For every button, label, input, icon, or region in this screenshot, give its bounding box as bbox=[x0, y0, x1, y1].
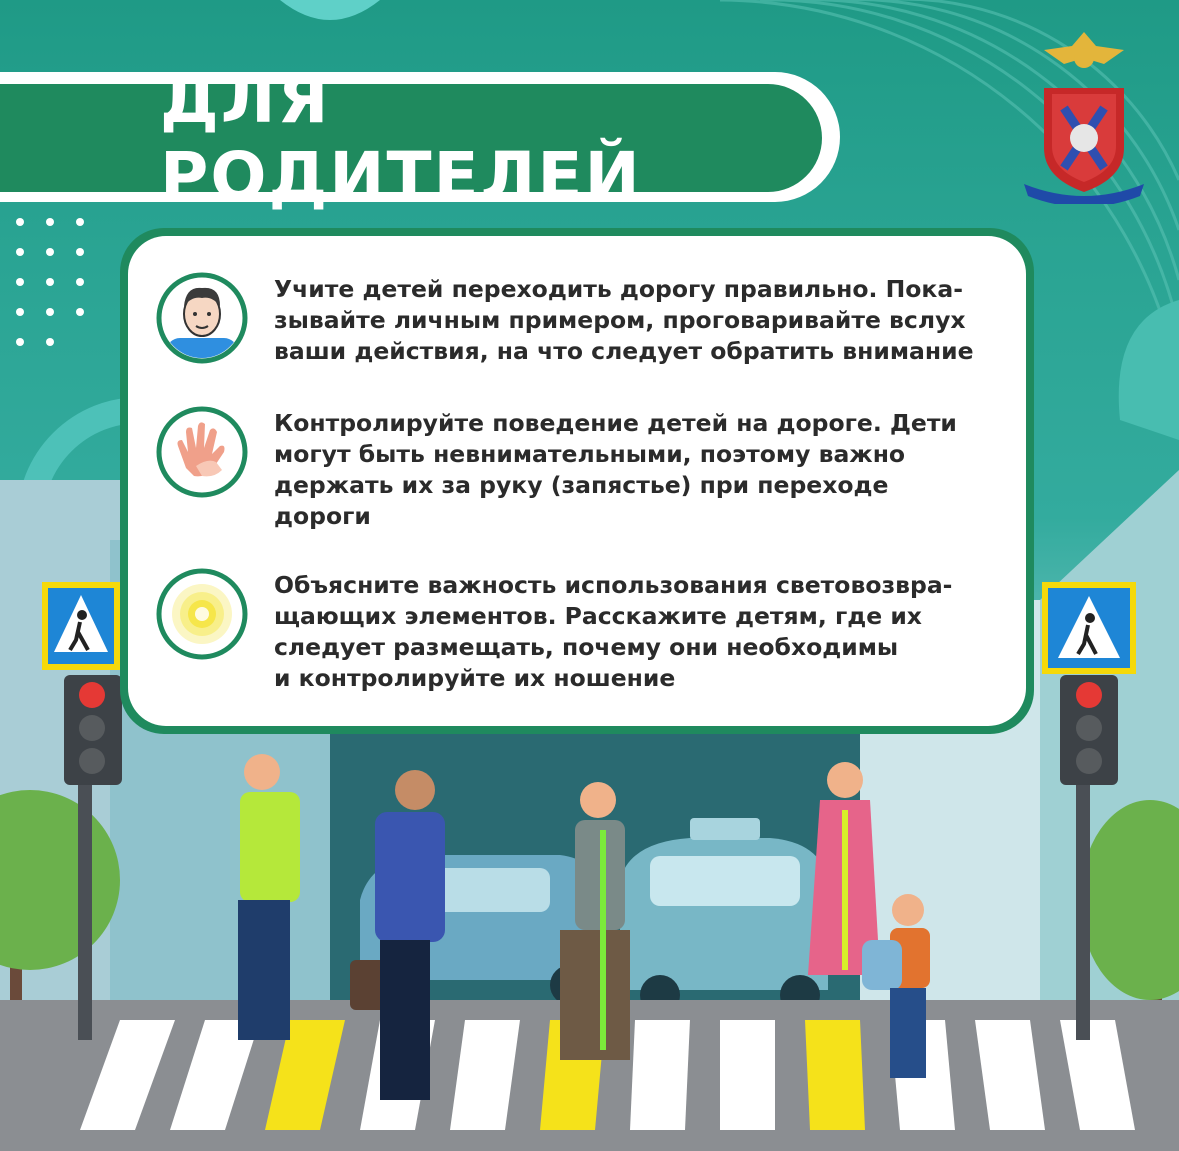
reflective-glow-icon bbox=[156, 568, 248, 660]
tip-line: Учите детей переходить дорогу правильно. Пока- bbox=[274, 275, 963, 303]
tip-line: зывайте личным примером, проговаривайте вслух bbox=[274, 306, 966, 334]
top-blob-shape bbox=[280, 0, 380, 20]
holding-hands-icon bbox=[156, 406, 248, 498]
tip-text bbox=[274, 570, 1004, 694]
tip-line: держать их за руку (запястье) при переходе bbox=[274, 471, 889, 499]
title-banner bbox=[0, 61, 822, 215]
tip-line: щающих элементов. Расскажите детям, где их bbox=[274, 602, 922, 630]
right-blob-shape bbox=[1119, 300, 1179, 440]
tip-line: Контролируйте поведение детей на дороге. Дети bbox=[274, 409, 957, 437]
tip-line: следует размещать, почему они необходимы bbox=[274, 633, 899, 661]
tip-line: Объясните важность использования световозвра- bbox=[274, 571, 953, 599]
police-emblem-icon bbox=[1024, 28, 1144, 204]
decor-dots bbox=[16, 218, 84, 346]
tip-line: дороги bbox=[274, 502, 371, 530]
tip-item-control-behaviour bbox=[156, 406, 1016, 532]
crosswalk-sign-left bbox=[42, 582, 120, 670]
tip-text bbox=[274, 274, 1004, 367]
page-title: ДЛЯ РОДИТЕЛЕЙ bbox=[160, 61, 642, 215]
tip-line: и контролируйте их ношение bbox=[274, 664, 676, 692]
tip-item-reflective-elements bbox=[156, 568, 1016, 694]
tip-item-teach-crossing bbox=[156, 272, 1016, 367]
car-taxi bbox=[620, 818, 828, 1015]
tip-text bbox=[274, 408, 1004, 532]
tip-line: могут быть невнимательными, поэтому важно bbox=[274, 440, 906, 468]
tip-line: ваши действия, на что следует обратить внимание bbox=[274, 337, 974, 365]
child-face-icon bbox=[156, 272, 248, 364]
crosswalk-sign-right bbox=[1042, 582, 1136, 674]
